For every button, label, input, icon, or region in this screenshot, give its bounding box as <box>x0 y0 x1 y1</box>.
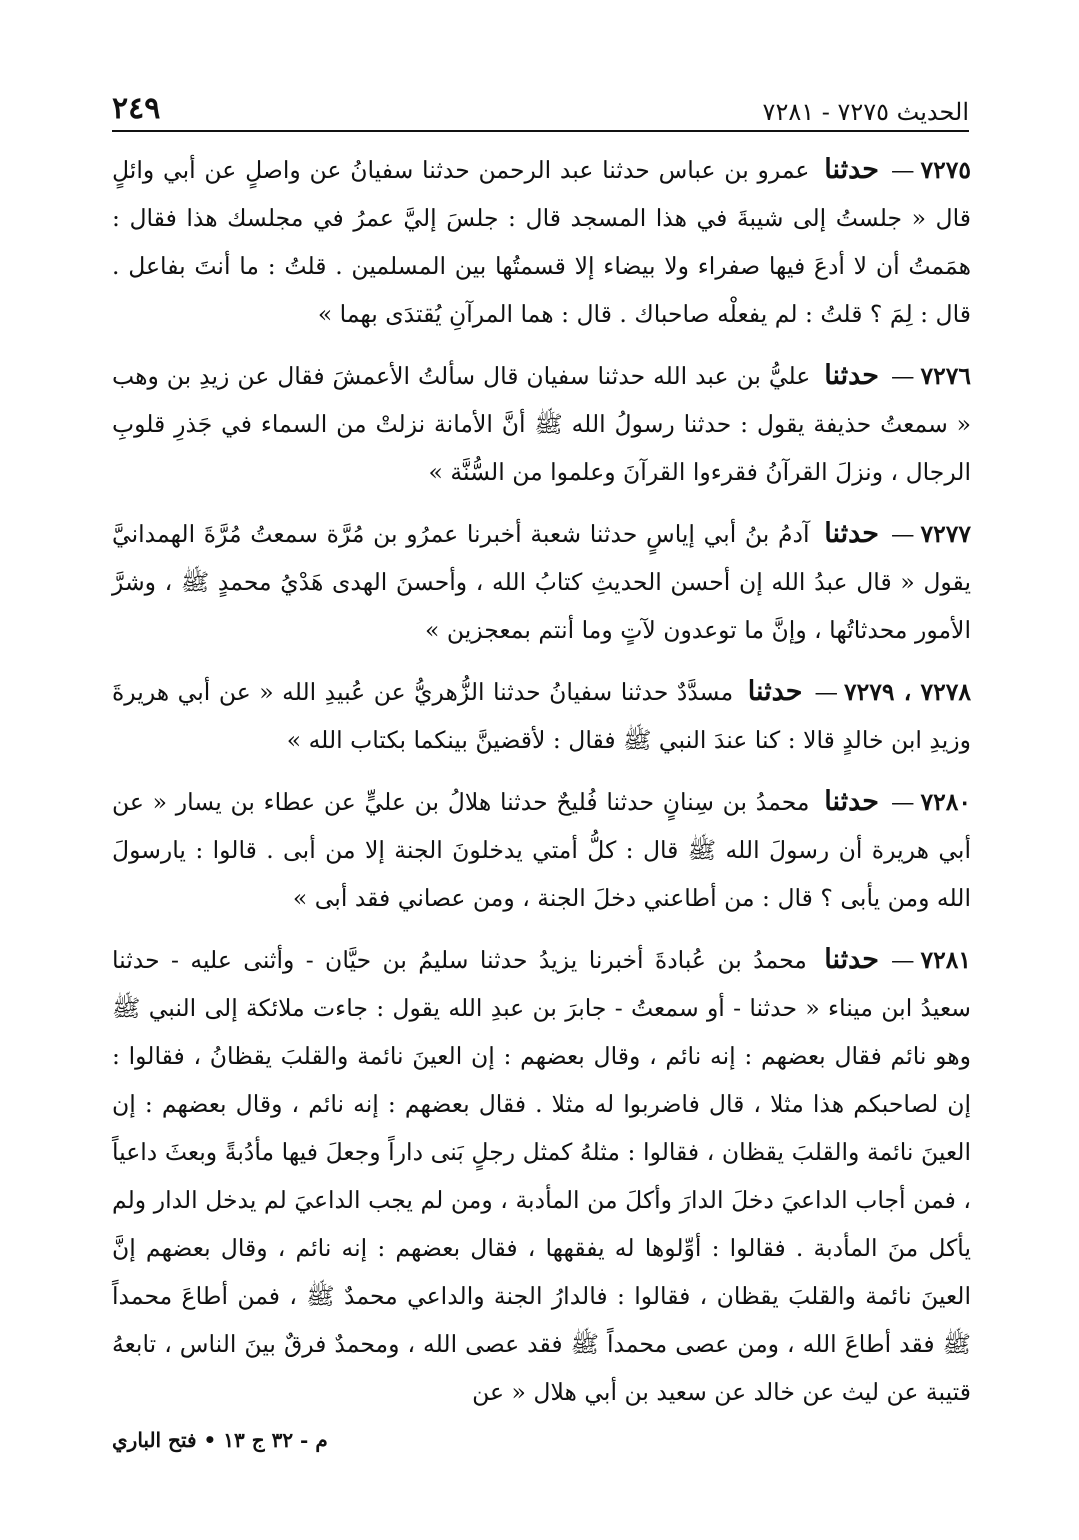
hadith-number: ٧٢٧٨ ، ٧٢٧٩ <box>844 678 971 706</box>
page-number: ٢٤٩ <box>112 91 161 126</box>
footer-signature: م - ٣٢ ج ١٣ • فتح الباري <box>112 1428 328 1452</box>
page-body <box>112 146 971 1430</box>
hadith-keyword: حدثنا <box>824 360 879 391</box>
hadith-text: آدمُ بنُ أبي إياسٍ حدثنا شعبة أخبرنا عمرُو بن مُرَّة سمعتُ مُرَّةَ الهمدانيَّ يقول « قال عبدُ الله إن أحسن الحديثِ كتابُ الله ، وأحسنَ الهدى هَدْيُ محمدٍ ﷺ ، وشرَّ الأمور محدثاتُها ، وإنَّ ما توعدون لآتٍ وما أنتم بمعجزين » <box>112 520 971 644</box>
hadith-keyword: حدثنا <box>824 786 879 817</box>
hadith-text: مسدَّدٌ حدثنا سفيانُ حدثنا الزُّهريُّ عن عُبيدِ الله « عن أبي هريرةَ وزيدِ ابن خالدٍ قالا : كنا عندَ النبي ﷺ فقال : لأقضينَّ بينكما بكتاب الله » <box>112 678 971 754</box>
hadith-keyword: حدثنا <box>824 154 879 185</box>
hadith-text: عليُّ بن عبد الله حدثنا سفيان قال سألتُ الأعمشَ فقال عن زيدِ بن وهب « سمعتُ حذيفة يقول : حدثنا رسولُ الله ﷺ أنَّ الأمانة نزلتْ من السماء في جَذرِ قلوبِ الرجال ، ونزلَ القرآنُ فقرءوا القرآنَ وعلموا من السُّنَّة » <box>112 362 971 486</box>
hadith-text: محمدُ بن سِنانٍ حدثنا فُليحٌ حدثنا هلالُ بن عليٍّ عن عطاء بن يسار « عن أبي هريرة أن رسولَ الله ﷺ قال : كلُّ أمتي يدخلونَ الجنة إلا من أبى . قالوا : يارسولَ الله ومن يأبى ؟ قال : من أطاعني دخلَ الجنة ، ومن عصاني فقد أبى » <box>112 788 971 912</box>
hadith-number: ٧٢٨٠ <box>920 788 971 816</box>
page-header <box>112 82 969 132</box>
hadith-paragraph: ٧٢٧٨ ، ٧٢٧٩—حدثنا مسدَّدٌ حدثنا سفيانُ حدثنا الزُّهريُّ عن عُبيدِ الله « عن أبي هريرةَ وزيدِ ابن خالدٍ قالا : كنا عندَ النبي ﷺ فقال : لأقضينَّ بينكما بكتاب الله » <box>112 676 971 754</box>
hadith-paragraph: ٧٢٨٠—حدثنا محمدُ بن سِنانٍ حدثنا فُليحٌ حدثنا هلالُ بن عليٍّ عن عطاء بن يسار « عن أبي هريرة أن رسولَ الله ﷺ قال : كلُّ أمتي يدخلونَ الجنة إلا من أبى . قالوا : يارسولَ الله ومن يأبى ؟ قال : من أطاعني دخلَ الجنة ، ومن عصاني فقد أبى » <box>112 786 971 912</box>
hadith-keyword: حدثنا <box>824 518 879 549</box>
hadith-paragraph: ٧٢٧٧—حدثنا آدمُ بنُ أبي إياسٍ حدثنا شعبة أخبرنا عمرُو بن مُرَّة سمعتُ مُرَّةَ الهمدانيَّ يقول « قال عبدُ الله إن أحسن الحديثِ كتابُ الله ، وأحسنَ الهدى هَدْيُ محمدٍ ﷺ ، وشرَّ الأمور محدثاتُها ، وإنَّ ما توعدون لآتٍ وما أنتم بمعجزين » <box>112 518 971 644</box>
hadith-paragraph: ٧٢٧٦—حدثنا عليُّ بن عبد الله حدثنا سفيان قال سألتُ الأعمشَ فقال عن زيدِ بن وهب « سمعتُ حذيفة يقول : حدثنا رسولُ الله ﷺ أنَّ الأمانة نزلتْ من السماء في جَذرِ قلوبِ الرجال ، ونزلَ القرآنُ فقرءوا القرآنَ وعلموا من السُّنَّة » <box>112 360 971 486</box>
hadith-number: ٧٢٧٦ <box>920 362 971 390</box>
hadith-text: عمرو بن عباس حدثنا عبد الرحمن حدثنا سفيانُ عن واصلٍ عن أبي وائلٍ قال « جلستُ إلى شيبةَ في هذا المسجد قال : جلسَ إليَّ عمرُ في مجلسك هذا فقال : همَمتُ أن لا أدعَ فيها صفراء ولا بيضاء إلا قسمتُها بين المسلمين . قلتُ : ما أنتَ بفاعل . قال : لِمَ ؟ قلتُ : لم يفعلْه صاحباك . قال : هما المرآنِ يُقتدَى بهما » <box>112 156 971 328</box>
hadith-paragraph: ٧٢٨١—حدثنا محمدُ بن عُبادةَ أخبرنا يزيدُ حدثنا سليمُ بن حيَّان - وأثنى عليه - حدثنا سعيدُ ابن ميناء « حدثنا - أو سمعتُ - جابرَ بن عبدِ الله يقول : جاءت ملائكة إلى النبي ﷺ وهو نائم فقال بعضهم : إنه نائم ، وقال بعضهم : إن العينَ نائمة والقلبَ يقظانُ ، فقالوا : إن لصاحبكم هذا مثلا ، قال فاضربوا له مثلا . فقال بعضهم : إنه نائم ، وقال بعضهم : إن العينَ نائمة والقلبَ يقظان ، فقالوا : مثلهُ كمثل رجلٍ بَنى داراً وجعلَ فيها مأدُبةً وبعثَ داعياً ، فمن أجاب الداعيَ دخلَ الدارَ وأكلَ من المأدبة ، ومن لم يجب الداعيَ لم يدخل الدار ولم يأكل منَ المأدبة . فقالوا : أوِّلوها له يفقهها ، فقال بعضهم : إنه نائم ، وقال بعضهم إنَّ العينَ نائمة والقلبَ يقظان ، فقالوا : فالدارُ الجنة والداعي محمدٌ ﷺ ، فمن أطاعَ محمداً ﷺ فقد أطاعَ الله ، ومن عصى محمداً ﷺ فقد عصى الله ، ومحمدٌ فرقٌ بينَ الناس ، تابعهُ قتيبة عن ليث عن خالد عن سعيد بن أبي هلال « عن <box>112 944 971 1406</box>
running-title: الحديث ٧٢٧٥ - ٧٢٨١ <box>762 98 969 126</box>
hadith-paragraph: ٧٢٧٥—حدثنا عمرو بن عباس حدثنا عبد الرحمن حدثنا سفيانُ عن واصلٍ عن أبي وائلٍ قال « جلستُ إلى شيبةَ في هذا المسجد قال : جلسَ إليَّ عمرُ في مجلسك هذا فقال : همَمتُ أن لا أدعَ فيها صفراء ولا بيضاء إلا قسمتُها بين المسلمين . قلتُ : ما أنتَ بفاعل . قال : لِمَ ؟ قلتُ : لم يفعلْه صاحباك . قال : هما المرآنِ يُقتدَى بهما » <box>112 154 971 328</box>
hadith-keyword: حدثنا <box>824 944 879 975</box>
hadith-text: محمدُ بن عُبادةَ أخبرنا يزيدُ حدثنا سليمُ بن حيَّان - وأثنى عليه - حدثنا سعيدُ ابن ميناء « حدثنا - أو سمعتُ - جابرَ بن عبدِ الله يقول : جاءت ملائكة إلى النبي ﷺ وهو نائم فقال بعضهم : إنه نائم ، وقال بعضهم : إن العينَ نائمة والقلبَ يقظانُ ، فقالوا : إن لصاحبكم هذا مثلا ، قال فاضربوا له مثلا . فقال بعضهم : إنه نائم ، وقال بعضهم : إن العينَ نائمة والقلبَ يقظان ، فقالوا : مثلهُ كمثل رجلٍ بَنى داراً وجعلَ فيها مأدُبةً وبعثَ داعياً ، فمن أجاب الداعيَ دخلَ الدارَ وأكلَ من المأدبة ، ومن لم يجب الداعيَ لم يدخل الدار ولم يأكل منَ المأدبة . فقالوا : أوِّلوها له يفقهها ، فقال بعضهم : إنه نائم ، وقال بعضهم إنَّ العينَ نائمة والقلبَ يقظان ، فقالوا : فالدارُ الجنة والداعي محمدٌ ﷺ ، فمن أطاعَ محمداً ﷺ فقد أطاعَ الله ، ومن عصى محمداً ﷺ فقد عصى الله ، ومحمدٌ فرقٌ بينَ الناس ، تابعهُ قتيبة عن ليث عن خالد عن سعيد بن أبي هلال « عن <box>112 946 971 1406</box>
hadith-number: ٧٢٧٥ <box>920 156 971 184</box>
hadith-keyword: حدثنا <box>747 676 803 707</box>
hadith-number: ٧٢٧٧ <box>920 520 971 548</box>
hadith-number: ٧٢٨١ <box>920 946 971 974</box>
